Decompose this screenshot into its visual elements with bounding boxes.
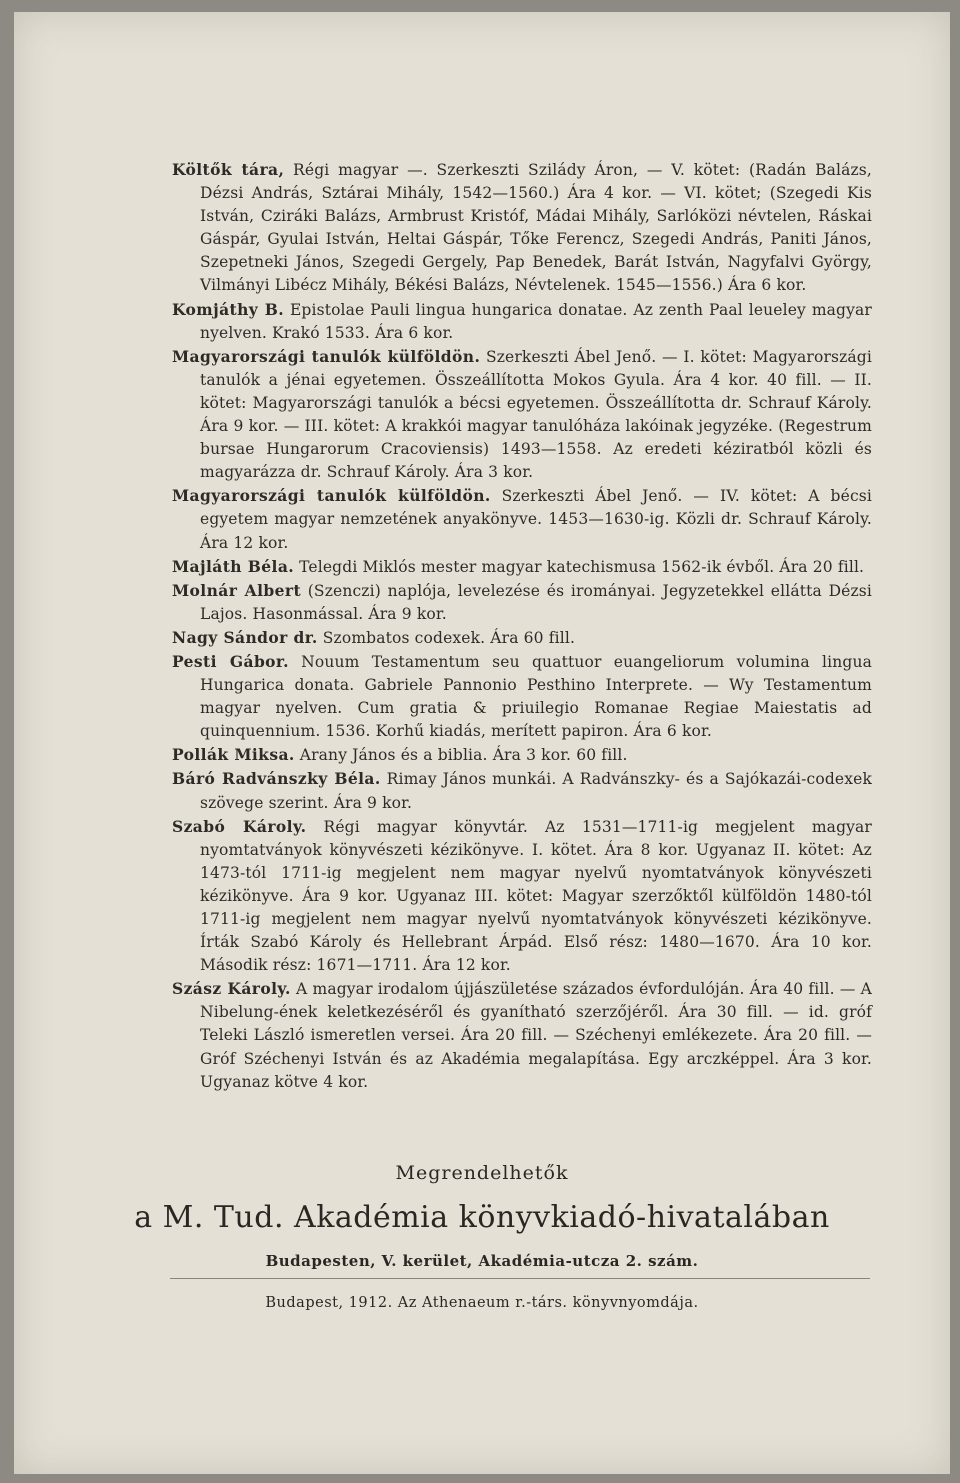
publisher-name: a M. Tud. Akadémia könyvkiadó-hivatalában	[134, 1200, 830, 1235]
entry-text: Telegdi Miklós mester magyar katechismusa 1562-ik évből. Ára 20 fill.	[294, 557, 865, 576]
entry-author: Komjáthy B.	[172, 299, 285, 319]
entry-text: Régi magyar könyvtár. Az 1531—1711-ig megjelent magyar nyomtatványok könyvészeti kézikönyve. I. kötet. Ára 8 kor. Ugyanaz II. kötet: Az 1473-tól 1711-ig megjelent nem magyar nyelvű nyomtatványok könyvészeti kézikönyve. Ára 9 kor. Ugyanaz III. kötet: Magyar szerzőktől külföldön 1480-tól 1711-ig megjelent nem magyar nyelvű nyomtatványok könyvészeti kézikönyve. Írták Szabó Károly és Hellebrant Árpád. Első rész: 1480—1670. Ára 10 kor. Második rész: 1671—1711. Ára 12 kor.	[200, 817, 872, 975]
entry-text: A magyar irodalom újjászületése százados évfordulóján. Ára 40 fill. — A Nibelung-ének keletkezéséről és gyanítható szerzőjéről. Ára 30 fill. — id. gróf Teleki László ismeretlen versei. Ára 20 fill. — Széchenyi emlékezete. Ára 20 fill. — Gróf Széchenyi István és az Akadémia megalapítása. Egy arczképpel. Ára 3 kor. Ugyanaz kötve 4 kor.	[200, 980, 872, 1091]
entry-author: Pesti Gábor.	[172, 651, 289, 671]
entry-author: Szász Károly.	[172, 979, 291, 999]
entry-author: Molnár Albert	[172, 580, 302, 600]
catalog-entry	[172, 579, 872, 626]
entry-text: Arany János és a biblia. Ára 3 kor. 60 fill.	[294, 746, 628, 765]
catalog-entry	[172, 298, 872, 345]
catalog-entry	[172, 815, 872, 978]
entry-text: Szombatos codexek. Ára 60 fill.	[317, 628, 576, 647]
catalog-entry	[172, 977, 872, 1093]
entry-author: Magyarországi tanulók külföldön.	[172, 486, 491, 506]
footer-divider	[170, 1278, 870, 1279]
entry-text: Régi magyar —. Szerkeszti Szilády Áron, — V. kötet: (Radán Balázs, Dézsi András, Sztárai Mihály, 1542—1560.) Ára 4 kor. — VI. kötet; (Szegedi Kis István, Cziráki Balázs, Armbrust Kristóf, Mádai Mihály, Sarlóközi névtelen, Ráskai Gáspár, Gyulai István, Heltai Gáspár, Tőke Ferencz, Szegedi András, Paniti János, Szepetneki János, Szegedi Gergely, Pap Benedek, Barát István, Nagyfalvi György, Vilmányi Libécz Mihály, Békési Balázs, Névtelenek. 1545—1556.) Ára 6 kor.	[200, 161, 872, 295]
document-page	[14, 12, 950, 1474]
entry-text: Nouum Testamentum seu quattuor euangeliorum volumina lingua Hungarica donata. Gabriele Pannonio Pesthino Interprete. — Wy Testamentum magyar nyelven. Cum gratia & priuilegio Romanae Regiae Maiestatis ad quinquennium. 1536. Korhű kiadás, merített papiron. Ára 6 kor.	[200, 652, 872, 741]
entry-author: Szabó Károly.	[172, 816, 307, 836]
catalog-entry	[172, 555, 872, 579]
printer-imprint: Budapest, 1912. Az Athenaeum r.-társ. könyvnyomdája.	[265, 1295, 699, 1311]
entry-author: Pollák Miksa.	[172, 745, 295, 765]
publisher-address: Budapesten, V. kerület, Akadémia-utcza 2. szám.	[265, 1252, 699, 1270]
catalog-entry	[172, 743, 872, 767]
entry-text: Szerkeszti Ábel Jenő. — IV. kötet: A bécsi egyetem magyar nemzetének anyakönyve. 1453—1630-ig. Közli dr. Schrauf Károly. Ára 12 kor.	[200, 487, 872, 552]
entry-text: Epistolae Pauli lingua hungarica donatae. Az zenth Paal leueley magyar nyelven. Krakó 1533. Ára 6 kor.	[200, 300, 872, 342]
entry-author: Báró Radvánszky Béla.	[172, 769, 381, 789]
entry-author: Magyarországi tanulók külföldön.	[172, 346, 481, 366]
entry-author: Majláth Béla.	[172, 556, 295, 576]
catalog-entry	[172, 626, 872, 650]
entry-text: (Szenczi) naplója, levelezése és irományai. Jegyzetekkel ellátta Dézsi Lajos. Hasonmással. Ára 9 kor.	[200, 581, 872, 623]
catalog-entry	[172, 345, 872, 485]
catalog-listing	[172, 158, 872, 1094]
catalog-entry	[172, 650, 872, 743]
catalog-entry	[172, 767, 872, 814]
order-heading: Megrendelhetők	[395, 1162, 569, 1184]
catalog-entry	[172, 484, 872, 554]
catalog-entry	[172, 158, 872, 298]
entry-text: Szerkeszti Ábel Jenő. — I. kötet: Magyarországi tanulók a jénai egyetemen. Összeállította Mokos Gyula. Ára 4 kor. 40 fill. — II. kötet: Magyarországi tanulók a bécsi egyetemen. Összeállította dr. Schrauf Károly. Ára 9 kor. — III. kötet: A krakkói magyar tanulóháza lakóinak jegyzéke. (Regestrum bursae Hungarorum Cracoviensis) 1493—1558. Az eredeti kéziratból közli és magyarázza dr. Schrauf Károly. Ára 3 kor.	[200, 347, 872, 482]
entry-author: Költők tára,	[172, 160, 285, 179]
entry-author: Nagy Sándor dr.	[172, 627, 318, 647]
entry-text: Rimay János munkái. A Radvánszky- és a Sajókazái-codexek szövege szerint. Ára 9 kor.	[200, 770, 873, 812]
